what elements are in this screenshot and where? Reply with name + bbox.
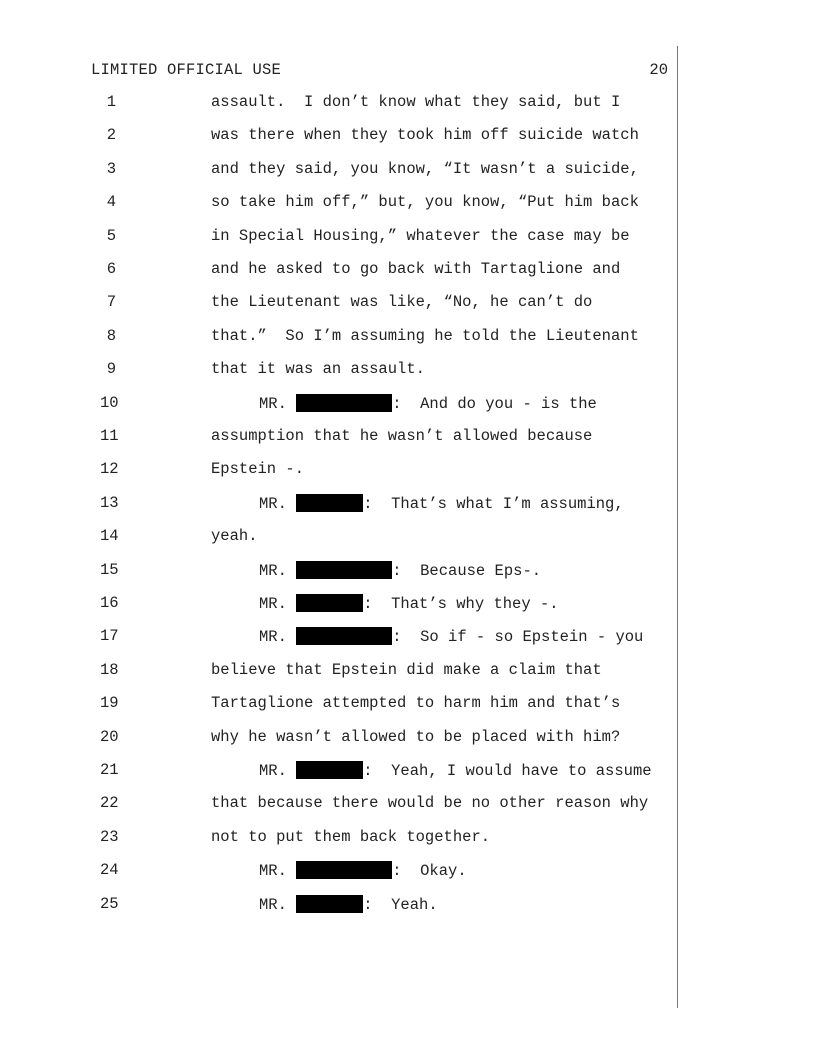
line-number: 10 bbox=[100, 393, 119, 412]
line-text: and they said, you know, “It wasn’t a suicide, bbox=[211, 159, 639, 178]
speaker-prefix: MR. bbox=[259, 895, 287, 914]
transcript-line bbox=[0, 661, 700, 683]
line-text: : Okay. bbox=[392, 862, 467, 881]
line-number: 18 bbox=[100, 660, 119, 679]
line-text: and he asked to go back with Tartaglione and bbox=[211, 260, 621, 278]
line-text: that because there would be no other reason why bbox=[211, 794, 649, 813]
line-number: 13 bbox=[100, 493, 119, 512]
line-number: 1 bbox=[106, 93, 116, 111]
line-number: 16 bbox=[100, 594, 119, 612]
line-text: : That’s what I’m assuming, bbox=[363, 494, 624, 513]
speaker-line bbox=[259, 561, 541, 580]
speaker-prefix: MR. bbox=[259, 595, 287, 613]
page-header bbox=[91, 61, 668, 81]
line-number: 19 bbox=[100, 694, 119, 713]
speaker-prefix: MR. bbox=[259, 762, 287, 780]
line-text: : Yeah, I would have to assume bbox=[363, 762, 652, 780]
line-text: : Yeah. bbox=[363, 895, 438, 914]
transcript-line bbox=[0, 327, 700, 349]
line-number: 3 bbox=[106, 159, 116, 178]
speaker-prefix: MR. bbox=[259, 628, 287, 647]
transcript-line bbox=[0, 794, 700, 816]
redaction-box bbox=[296, 494, 363, 512]
line-number: 7 bbox=[106, 293, 116, 312]
line-text: yeah. bbox=[211, 527, 258, 546]
transcript-line bbox=[0, 594, 700, 616]
line-number: 11 bbox=[100, 427, 119, 445]
speaker-line bbox=[259, 861, 467, 880]
line-number: 25 bbox=[100, 894, 119, 913]
line-number: 17 bbox=[100, 627, 119, 646]
line-text: : And do you - is the bbox=[392, 394, 597, 413]
speaker-line bbox=[259, 761, 652, 780]
line-number: 8 bbox=[106, 326, 116, 345]
transcript-line bbox=[0, 460, 700, 482]
speaker-prefix: MR. bbox=[259, 394, 287, 413]
line-text: why he wasn’t allowed to be placed with him? bbox=[211, 727, 621, 746]
transcript-line bbox=[0, 126, 700, 148]
speaker-prefix: MR. bbox=[259, 494, 287, 513]
transcript-line bbox=[0, 861, 700, 883]
speaker-line bbox=[259, 494, 624, 513]
line-number: 14 bbox=[100, 527, 119, 546]
transcript-line bbox=[0, 293, 700, 315]
line-number: 21 bbox=[100, 761, 119, 779]
line-text: believe that Epstein did make a claim that bbox=[211, 660, 602, 679]
redaction-box bbox=[296, 561, 392, 579]
speaker-prefix: MR. bbox=[259, 561, 287, 580]
line-number: 22 bbox=[100, 794, 119, 813]
line-number: 12 bbox=[100, 460, 119, 479]
redaction-box bbox=[296, 861, 392, 879]
speaker-line bbox=[259, 627, 643, 646]
transcript-line bbox=[0, 427, 700, 449]
transcript-line bbox=[0, 394, 700, 416]
transcript-line bbox=[0, 227, 700, 249]
line-text: Epstein -. bbox=[211, 460, 305, 479]
line-text: assault. I don’t know what they said, but I bbox=[211, 93, 621, 111]
line-text: not to put them back together. bbox=[211, 827, 491, 846]
transcript-line bbox=[0, 494, 700, 516]
speaker-line bbox=[259, 895, 438, 914]
transcript-line bbox=[0, 828, 700, 850]
transcript-line bbox=[0, 93, 700, 115]
speaker-prefix: MR. bbox=[259, 862, 287, 881]
line-text: : So if - so Epstein - you bbox=[392, 628, 644, 647]
transcript-line bbox=[0, 193, 700, 215]
transcript-line bbox=[0, 728, 700, 750]
transcript-line bbox=[0, 895, 700, 917]
line-number: 9 bbox=[106, 360, 116, 379]
redaction-box bbox=[296, 895, 363, 913]
page-number: 20 bbox=[649, 61, 668, 79]
speaker-line bbox=[259, 594, 559, 613]
classification-label: LIMITED OFFICIAL USE bbox=[91, 61, 282, 79]
line-number: 20 bbox=[100, 727, 119, 746]
line-text: that.” So I’m assuming he told the Lieutenant bbox=[211, 326, 639, 345]
line-number: 2 bbox=[106, 126, 116, 145]
line-text: in Special Housing,” whatever the case may be bbox=[211, 226, 630, 245]
line-number: 15 bbox=[100, 560, 119, 579]
line-number: 23 bbox=[100, 827, 119, 846]
line-number: 6 bbox=[106, 260, 116, 278]
transcript-line bbox=[0, 160, 700, 182]
line-text: so take him off,” but, you know, “Put him back bbox=[211, 193, 639, 212]
redaction-box bbox=[296, 594, 363, 612]
line-number: 24 bbox=[100, 861, 119, 880]
transcript-line bbox=[0, 527, 700, 549]
line-text: Tartaglione attempted to harm him and that’s bbox=[211, 694, 621, 713]
redaction-box bbox=[296, 627, 392, 645]
line-text: was there when they took him off suicide watch bbox=[211, 126, 639, 145]
transcript-line bbox=[0, 260, 700, 282]
transcript-line bbox=[0, 694, 700, 716]
line-number: 5 bbox=[106, 226, 116, 245]
redaction-box bbox=[296, 394, 392, 412]
transcript-line bbox=[0, 561, 700, 583]
line-text: the Lieutenant was like, “No, he can’t do bbox=[211, 293, 593, 312]
speaker-line bbox=[259, 394, 597, 413]
line-text: that it was an assault. bbox=[211, 360, 425, 379]
transcript-line bbox=[0, 761, 700, 783]
line-number: 4 bbox=[106, 193, 116, 212]
line-text: : Because Eps-. bbox=[392, 561, 542, 580]
line-text: : That’s why they -. bbox=[363, 595, 559, 613]
redaction-box bbox=[296, 761, 363, 779]
transcript-line bbox=[0, 627, 700, 649]
line-text: assumption that he wasn’t allowed because bbox=[211, 427, 593, 445]
transcript-line bbox=[0, 360, 700, 382]
